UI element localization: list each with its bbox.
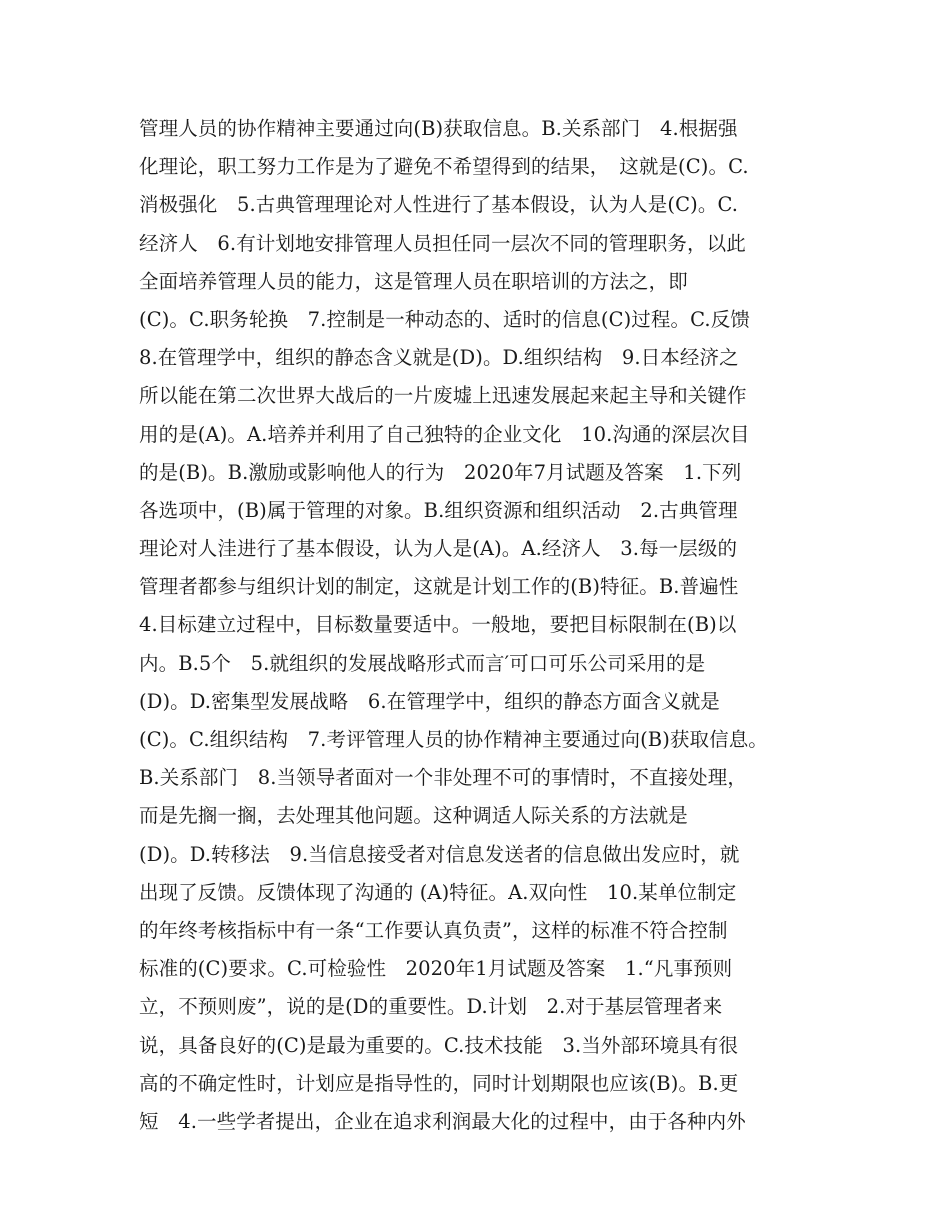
text-line: 经济人 6.有计划地安排管理人员担任同一层次不同的管理职务，以此 xyxy=(139,231,746,255)
text-line: 出现了反馈。反馈体现了沟通的 (A)特征。A.双向性 10.某单位制定 xyxy=(139,880,737,904)
text-line: 理论对人洼进行了基本假设，认为人是(A)。A.经济人 3.每一层级的 xyxy=(139,537,738,561)
text-line: 管理人员的协作精神主要通过向(B)获取信息。B.关系部门 4.根据强 xyxy=(139,117,738,140)
text-line: 内。B.5个 5.就组织的发展战略形式而言′可口可乐公司采用的是 xyxy=(139,651,706,675)
text-line: B.关系部门 8.当领导者面对一个非处理不可的事情时，不直接处理， xyxy=(139,766,747,790)
text-line: 全面培养管理人员的能力，这是管理人员在职培训的方法之，即 xyxy=(139,269,688,293)
text-line: 8.在管理学中，组织的静态含义就是(D)。D.组织结构 9.日本经济之 xyxy=(139,346,739,370)
text-line: 标准的(C)要求。C.可检验性 2020年1月试题及答案 1.“凡事预则 xyxy=(139,957,733,981)
text-line: 管理者都参与组织计划的制定，这就是计划工作的(B)特征。B.普遍性 xyxy=(139,575,739,599)
text-line: 的是(B)。B.激励或影响他人的行为 2020年7月试题及答案 1.下列 xyxy=(139,460,742,484)
text-line: 高的不确定性时，计划应是指导性的，同时计划期限也应该(B)。B.更 xyxy=(139,1071,739,1095)
text-line: 说，具备良好的(C)是最为重要的。C.技术技能 3.当外部环境具有很 xyxy=(139,1033,739,1057)
text-line: (C)。C.组织结构 7.考评管理人员的协作精神主要通过向(B)获取信息。 xyxy=(139,728,768,751)
text-line: (C)。C.职务轮换 7.控制是一种动态的、适时的信息(C)过程。C.反馈 xyxy=(139,307,750,331)
text-line: 消极强化 5.古典管理理论对人性进行了基本假设，认为人是(C)。C. xyxy=(139,193,739,217)
text-line: 用的是(A)。A.培养并利用了自己独特的企业文化 10.沟通的深层次目 xyxy=(139,422,750,446)
text-line: (D)。D.密集型发展战略 6.在管理学中，组织的静态方面含义就是 xyxy=(139,689,720,713)
text-line: 所以能在第二次世界大战后的一片废墟上迅速发展起来起主导和关键作 xyxy=(139,384,747,408)
text-line: 各选项中，(B)属于管理的对象。B.组织资源和组织活动 2.古典管理 xyxy=(139,498,738,522)
text-line: (D)。D.转移法 9.当信息接受者对信息发送者的信息做出发应时，就 xyxy=(139,842,740,866)
text-line: 4.目标建立过程中，目标数量要适中。一般地，要把目标限制在(B)以 xyxy=(139,613,737,637)
text-line: 化理论，职工努力工作是为了避免不希望得到的结果， 这就是(C)。C. xyxy=(139,155,749,179)
text-line: 短 4.一些学者提出，企业在追求利润最大化的过程中，由于各种内外 xyxy=(139,1109,746,1133)
document-body xyxy=(139,110,829,1141)
text-line: 立，不预则废”，说的是(D的重要性。D.计划 2.对于基层管理者来 xyxy=(139,995,723,1019)
text-line: 而是先搁一搁，去处理其他问题。这种调适人际关系的方法就是 xyxy=(139,804,688,828)
text-line: 的年终考核指标中有一条“工作要认真负责”，这样的标准不符合控制 xyxy=(139,918,728,942)
